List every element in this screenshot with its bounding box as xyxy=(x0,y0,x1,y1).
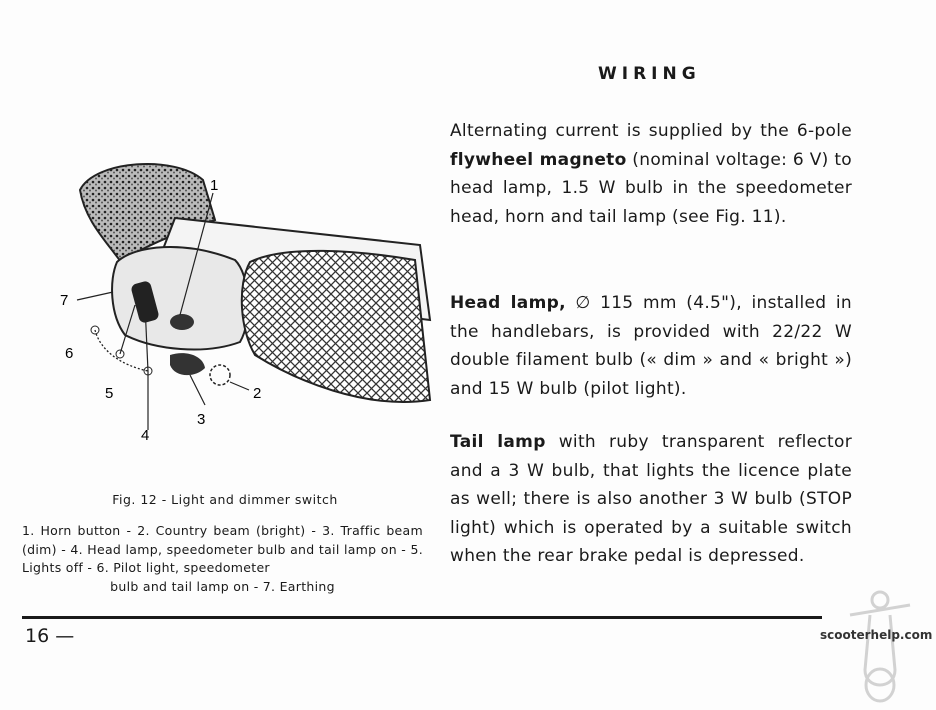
paragraph-magneto xyxy=(450,117,852,231)
figure-legend xyxy=(22,522,423,596)
section-heading: WIRING xyxy=(598,64,701,84)
paragraph-head-lamp xyxy=(450,289,852,403)
callout-3: 3 xyxy=(197,411,206,428)
paragraph-tail-lamp xyxy=(450,428,852,571)
p3-rest: with ruby transparent reflector and a 3 W bulb, that lights the licence plate as well; there is also another 3 W bulb (STOP light) which is operated by a suitable switch when the rear brake pedal is depressed. xyxy=(450,432,852,567)
country-beam-marker xyxy=(210,365,230,385)
callout-1: 1 xyxy=(210,177,219,194)
callout-5: 5 xyxy=(105,385,114,402)
page-number: 16 — xyxy=(25,625,75,647)
watermark-text: scooterhelp.com xyxy=(820,628,933,642)
p1-rest: (nominal voltage: 6 V) to head lamp, 1.5 W bulb in the speedometer head, horn and tail lamp (see Fig. 11). xyxy=(450,149,852,227)
callout-2: 2 xyxy=(253,385,262,402)
figure-caption: Fig. 12 - Light and dimmer switch xyxy=(112,492,338,507)
p1-intro: Alternating current is supplied by the 6-pole xyxy=(450,121,852,141)
callout-4: 4 xyxy=(141,427,150,444)
legend-last-line: bulb and tail lamp on - 7. Earthing xyxy=(110,578,335,594)
horn-button-shape xyxy=(170,314,194,330)
rubber-grip xyxy=(242,251,430,402)
callout-7: 7 xyxy=(60,292,69,309)
p2-bold-term: Head lamp, xyxy=(450,293,566,313)
switch-housing xyxy=(112,247,248,349)
p1-bold-term: flywheel magneto xyxy=(450,149,627,170)
handlebar-switch-illustration xyxy=(25,150,435,450)
callout-6: 6 xyxy=(65,345,74,362)
dimmer-switch-shape xyxy=(170,353,205,375)
footer-rule xyxy=(22,616,822,619)
p2-rest: ∅ 115 mm (4.5"), installed in the handlebars, is provided with 22/22 W double filament bulb (« dim » and « bright ») and 15 W bulb (pilot light). xyxy=(450,293,852,399)
p3-bold-term: Tail lamp xyxy=(450,432,546,452)
legend-body: 1. Horn button - 2. Country beam (bright) - 3. Traffic beam (dim) - 4. Head lamp, speedometer bulb and tail lamp on - 5. Lights off - 6. Pilot light, speedometer xyxy=(22,523,423,575)
